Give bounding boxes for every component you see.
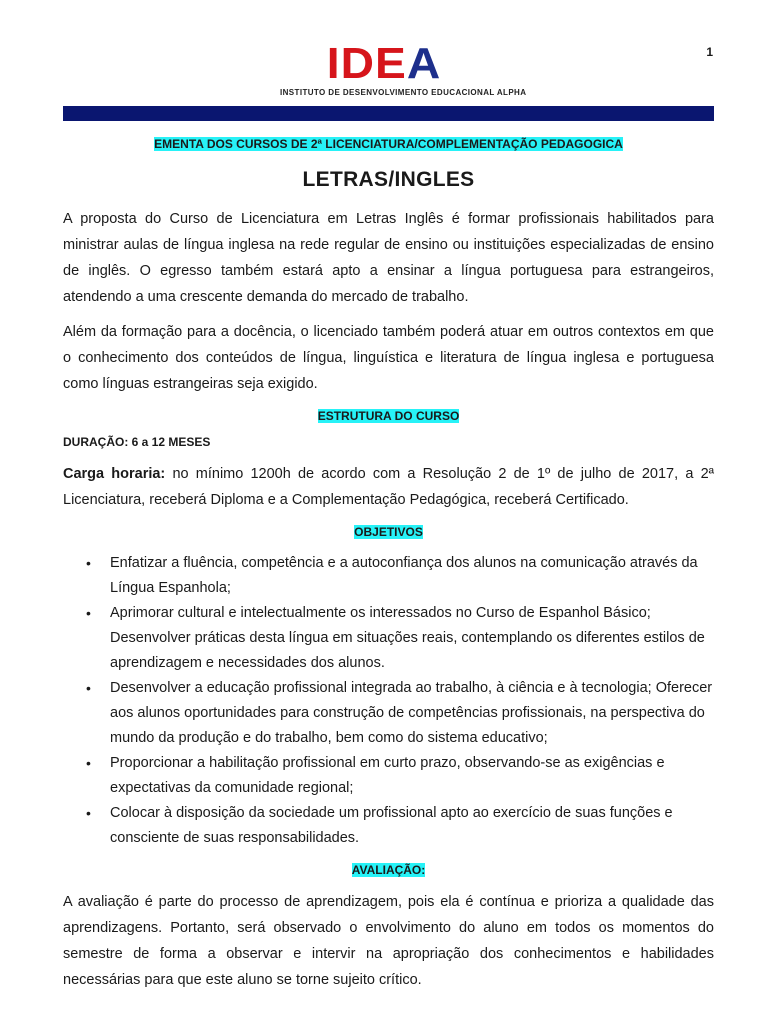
- objective-text: Proporcionar a habilitação profissional em curto prazo, observando-se as exigências e expectativas da comunidade regional;: [110, 755, 665, 796]
- objectives-heading: [63, 525, 714, 539]
- bullet-icon: •: [86, 605, 91, 621]
- objective-text: Enfatizar a fluência, competência e a autoconfiança dos alunos na comunicação através da Língua Espanhola;: [110, 555, 698, 596]
- document-subtitle: [63, 136, 714, 152]
- list-item: [63, 551, 714, 601]
- logo-wordmark-blue: A: [406, 39, 442, 88]
- bullet-icon: •: [86, 680, 91, 696]
- duration-line: DURAÇÃO: 6 a 12 MESES: [63, 435, 211, 449]
- structure-heading-text: ESTRUTURA DO CURSO: [317, 409, 460, 423]
- logo-wordmark-red: IDE: [326, 39, 407, 88]
- bullet-icon: •: [86, 555, 91, 571]
- objective-text: Desenvolver a educação profissional integrada ao trabalho, à ciência e à tecnologia; Oferecer aos alunos oportunidades para construção de competências profissionais, na perspectiva do mundo da produção e do trabalho, bem como do sistema educativo;: [110, 680, 713, 746]
- evaluation-heading: [63, 863, 714, 877]
- evaluation-paragraph: A avaliação é parte do processo de aprendizagem, pois ela é contínua e prioriza a qualidade das aprendizagens. Portanto, será observado o envolvimento do aluno em todos os momentos do semestre de forma a observar e intervir na apropriação dos conhecimentos e habilidades necessárias para que este aluno se torne sujeito crítico.: [63, 894, 714, 988]
- list-item: [63, 676, 714, 751]
- list-item: [63, 801, 714, 851]
- intro-paragraph-2: Além da formação para a docência, o licenciado também poderá atuar em outros contextos em que o conhecimento dos conteúdos de língua, linguística e literatura de língua inglesa e portuguesa como línguas estrangeiras seja exigido.: [63, 324, 714, 392]
- document-title: LETRAS/INGLES: [302, 168, 475, 191]
- document-subtitle-text: EMENTA DOS CURSOS DE 2ª LICENCIATURA/COMPLEMENTAÇÃO PEDAGOGICA: [154, 137, 623, 151]
- intro-paragraph-1: A proposta do Curso de Licenciatura em Letras Inglês é formar profissionais habilitados para ministrar aulas de língua inglesa na rede regular de ensino ou instituições especializadas de ensino de inglês. O egresso também estará apto a ensinar a língua portuguesa para estrangeiros, atendendo a uma crescente demanda do mercado de trabalho.: [63, 211, 714, 305]
- logo-wordmark: [275, 39, 493, 88]
- list-item: [63, 601, 714, 676]
- objective-text: Colocar à disposição da sociedade um profissional apto ao exercício de suas funções e consciente de suas responsabilidades.: [110, 805, 673, 846]
- bullet-icon: •: [86, 755, 91, 771]
- document-body: [63, 136, 714, 1002]
- objectives-list: [63, 551, 714, 851]
- list-item: [63, 751, 714, 801]
- objectives-heading-text: OBJETIVOS: [354, 525, 423, 539]
- page-number: 1: [706, 45, 713, 59]
- logo-subtitle: INSTITUTO DE DESENVOLVIMENTO EDUCACIONAL ALPHA: [280, 88, 527, 97]
- bullet-icon: •: [86, 805, 91, 821]
- idea-logo: [280, 39, 527, 102]
- structure-heading: [63, 409, 714, 423]
- evaluation-heading-text: AVALIAÇÃO:: [351, 863, 426, 877]
- header-bar: [63, 106, 714, 121]
- workload-text: no mínimo 1200h de acordo com a Resolução 2 de 1º de julho de 2017, a 2ª Licenciatura, receberá Diploma e a Complementação Pedagógica, receberá Certificado.: [63, 466, 714, 508]
- objective-text: Aprimorar cultural e intelectualmente os interessados no Curso de Espanhol Básico; Desenvolver práticas desta língua em situações reais, contemplando os diferentes estilos de aprendizagem e necessidades dos alunos.: [110, 605, 705, 671]
- workload-paragraph: [63, 461, 714, 513]
- workload-label: Carga horaria:: [63, 466, 166, 482]
